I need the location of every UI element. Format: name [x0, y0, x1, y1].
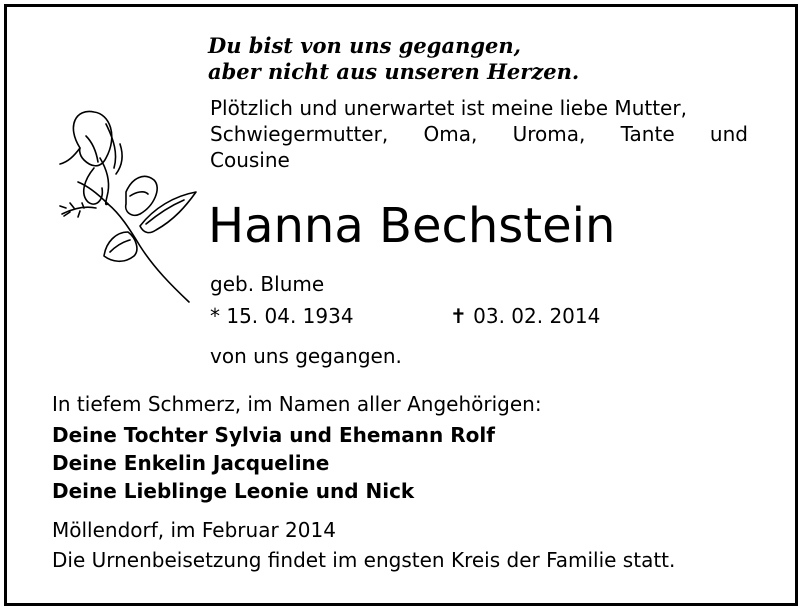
mourner-line: Deine Lieblinge Leonie und Nick [52, 479, 415, 503]
death-date: ✝ 03. 02. 2014 [450, 304, 601, 328]
mourner-line: Deine Tochter Sylvia und Ehemann Rolf [52, 423, 495, 447]
intro-word: und [709, 122, 748, 146]
place-date: Möllendorf, im Februar 2014 [52, 518, 336, 542]
intro-line-2 [210, 122, 748, 146]
intro-word: Schwiegermutter, [210, 122, 389, 146]
quote-line-2: aber nicht aus unseren Herzen. [208, 59, 580, 84]
calla-lily-icon [44, 96, 204, 311]
intro-word: Tante [620, 122, 675, 146]
mourners-heading: In tiefem Schmerz, im Namen aller Angehörigen: [52, 392, 542, 416]
quote-line-1: Du bist von uns gegangen, [208, 33, 521, 58]
intro-word: Uroma, [512, 122, 586, 146]
maiden-name: geb. Blume [210, 272, 325, 296]
mourner-line: Deine Enkelin Jacqueline [52, 451, 330, 475]
birth-date: * 15. 04. 1934 [210, 304, 354, 328]
intro-word: Oma, [423, 122, 478, 146]
intro-line-1: Plötzlich und unerwartet ist meine liebe Mutter, [210, 96, 687, 120]
burial-note: Die Urnenbeisetzung findet im engsten Kreis der Familie statt. [52, 548, 676, 572]
closing-intro: von uns gegangen. [210, 344, 402, 368]
intro-line-3: Cousine [210, 148, 290, 172]
deceased-name: Hanna Bechstein [208, 198, 616, 254]
